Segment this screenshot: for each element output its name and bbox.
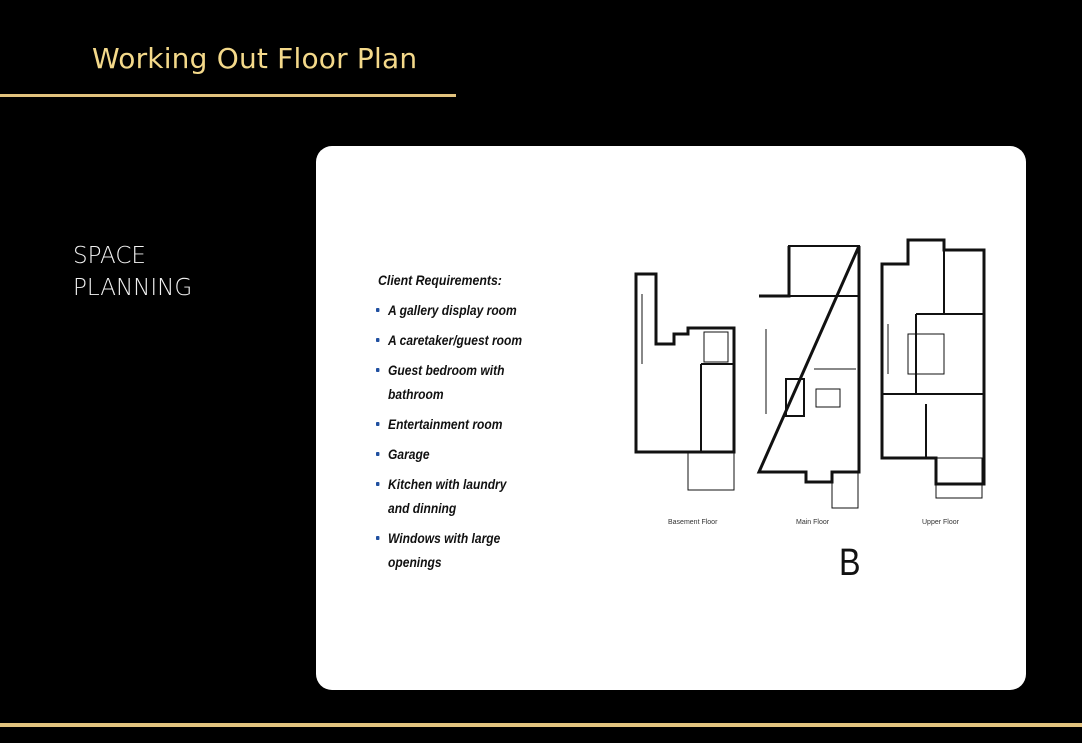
requirements-title: Client Requirements:	[378, 272, 502, 288]
bottom-rule	[0, 723, 1082, 727]
floor-label-upper: Upper Floor	[922, 519, 959, 526]
floor-plans-drawing	[626, 234, 996, 534]
side-heading-line-2: PLANNING	[73, 275, 193, 301]
main-floor-plan	[759, 246, 859, 508]
requirement-item: Garage	[376, 442, 531, 466]
basement-floor-plan	[636, 274, 734, 490]
upper-floor-plan	[882, 240, 984, 498]
requirements-list	[376, 298, 556, 580]
requirement-item: Windows with large openings	[376, 526, 531, 574]
side-heading-line-1: SPACE	[73, 243, 146, 269]
slide-title: Working Out Floor Plan	[92, 42, 418, 75]
side-heading	[73, 240, 192, 304]
requirement-item: Guest bedroom with bathroom	[376, 358, 531, 406]
requirement-item: A caretaker/guest room	[376, 328, 531, 352]
content-card	[316, 146, 1026, 690]
requirement-item: Entertainment room	[376, 412, 531, 436]
requirement-item: A gallery display room	[376, 298, 531, 322]
requirement-item: Kitchen with laundry and dinning	[376, 472, 531, 520]
option-letter: B	[839, 542, 861, 584]
floor-label-main: Main Floor	[796, 519, 830, 526]
title-underline	[0, 94, 456, 97]
floor-label-basement: Basement Floor	[668, 519, 718, 526]
